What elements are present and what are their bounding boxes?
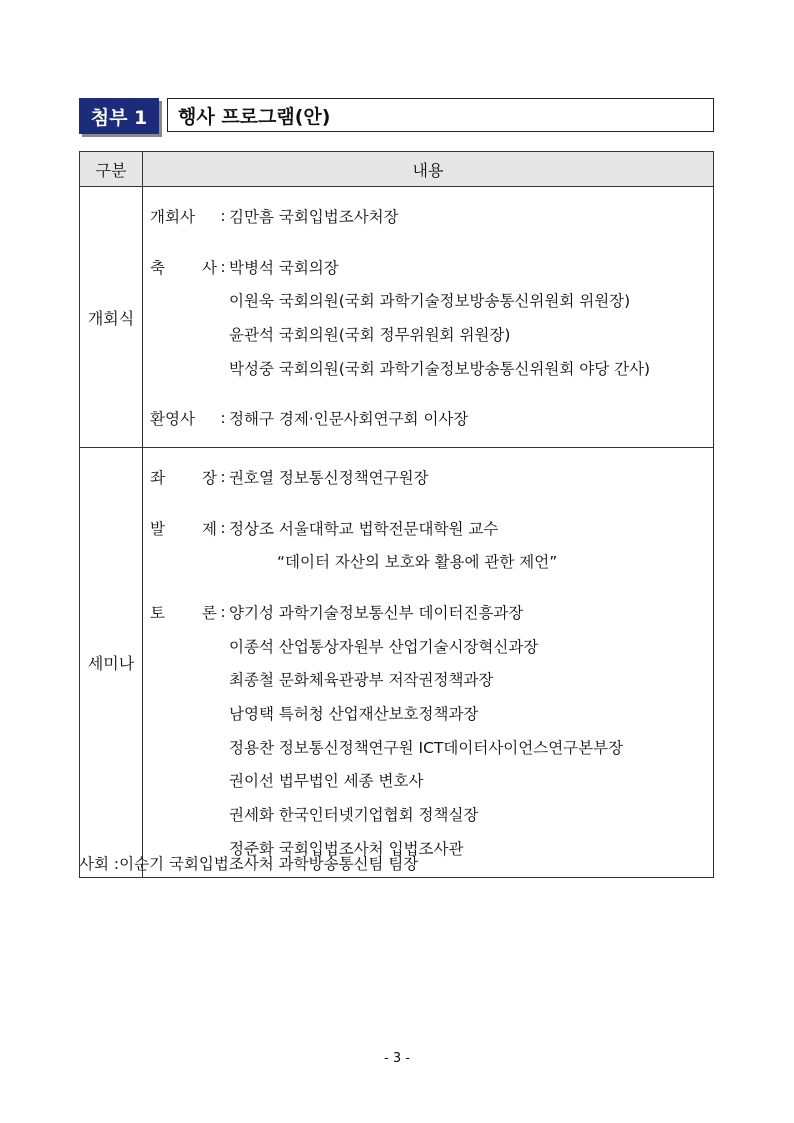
welcome-line — [150, 401, 707, 435]
presentation-line — [150, 511, 707, 545]
opening-ceremony-row — [80, 187, 714, 448]
list-item: 권세화 한국인터넷기업협회 정책실장 — [229, 806, 479, 825]
moderator-note: 사회 :이순기 국회입법조사처 과학방송통신팀 팀장 — [79, 855, 419, 873]
list-item: 최종철 문화체육관광부 저작권정책과장 — [229, 671, 494, 690]
opening-content — [143, 187, 714, 448]
speaker-text: 박병석 국회의장 — [229, 258, 339, 277]
role-label: 개회사 — [150, 207, 195, 226]
speaker-text: 정상조 서울대학교 법학전문대학원 교수 — [229, 519, 499, 538]
chair-line — [150, 460, 707, 494]
opening-address-line — [150, 199, 707, 233]
page-number: - 3 - — [384, 1051, 410, 1066]
speaker-text: 정해구 경제·인문사회연구회 이사장 — [229, 410, 469, 429]
list-item: 정용찬 정보통신정책연구원 ICT데이터사이언스연구본부장 — [229, 738, 624, 757]
colon: : — [220, 409, 226, 428]
header-category: 구분 — [80, 152, 143, 187]
seminar-row — [80, 448, 714, 878]
role-label: 토 론 — [150, 604, 217, 623]
role-label: 환영사 — [150, 410, 195, 429]
list-item: 이원욱 국회의원(국회 과학기술정보방송통신위원회 위원장) — [229, 292, 631, 311]
colon: : — [220, 603, 226, 622]
attachment-header — [79, 98, 716, 134]
list-item: 이종석 산업통상자원부 산업기술시장혁신과장 — [229, 637, 539, 656]
seminar-content — [143, 448, 714, 878]
colon: : — [220, 467, 226, 486]
list-item: 남영택 특허청 산업재산보호정책과장 — [229, 705, 479, 724]
document-title: 행사 프로그램(안) — [167, 98, 714, 132]
colon: : — [220, 257, 226, 276]
colon: : — [220, 206, 226, 225]
congratulatory-line — [150, 250, 707, 284]
speaker-text: 권호열 정보통신정책연구원장 — [229, 468, 429, 487]
discussion-line — [150, 595, 707, 629]
colon: : — [220, 518, 226, 537]
list-item: 정준화 국회입법조사처 입법조사관 — [229, 839, 464, 858]
category-seminar: 세미나 — [80, 448, 143, 878]
list-item: 권이선 법무법인 세종 변호사 — [229, 772, 424, 791]
header-content: 내용 — [143, 152, 714, 187]
speaker-text: 김만흠 국회입법조사처장 — [229, 207, 399, 226]
table-header-row — [80, 152, 714, 187]
presentation-topic: “데이터 자산의 보호와 활용에 관한 제언” — [277, 553, 558, 572]
speaker-text: 양기성 과학기술정보통신부 데이터진흥과장 — [229, 604, 524, 623]
role-label: 발 제 — [150, 519, 217, 538]
role-label: 축 사 — [150, 258, 217, 277]
list-item: 박성중 국회의원(국회 과학기술정보방송통신위원회 야당 간사) — [229, 359, 651, 378]
program-table — [79, 151, 714, 878]
attachment-badge: 첨부 1 — [79, 98, 159, 134]
category-opening: 개회식 — [80, 187, 143, 448]
list-item: 윤관석 국회의원(국회 정무위원회 위원장) — [229, 325, 511, 344]
role-label: 좌 장 — [150, 468, 217, 487]
